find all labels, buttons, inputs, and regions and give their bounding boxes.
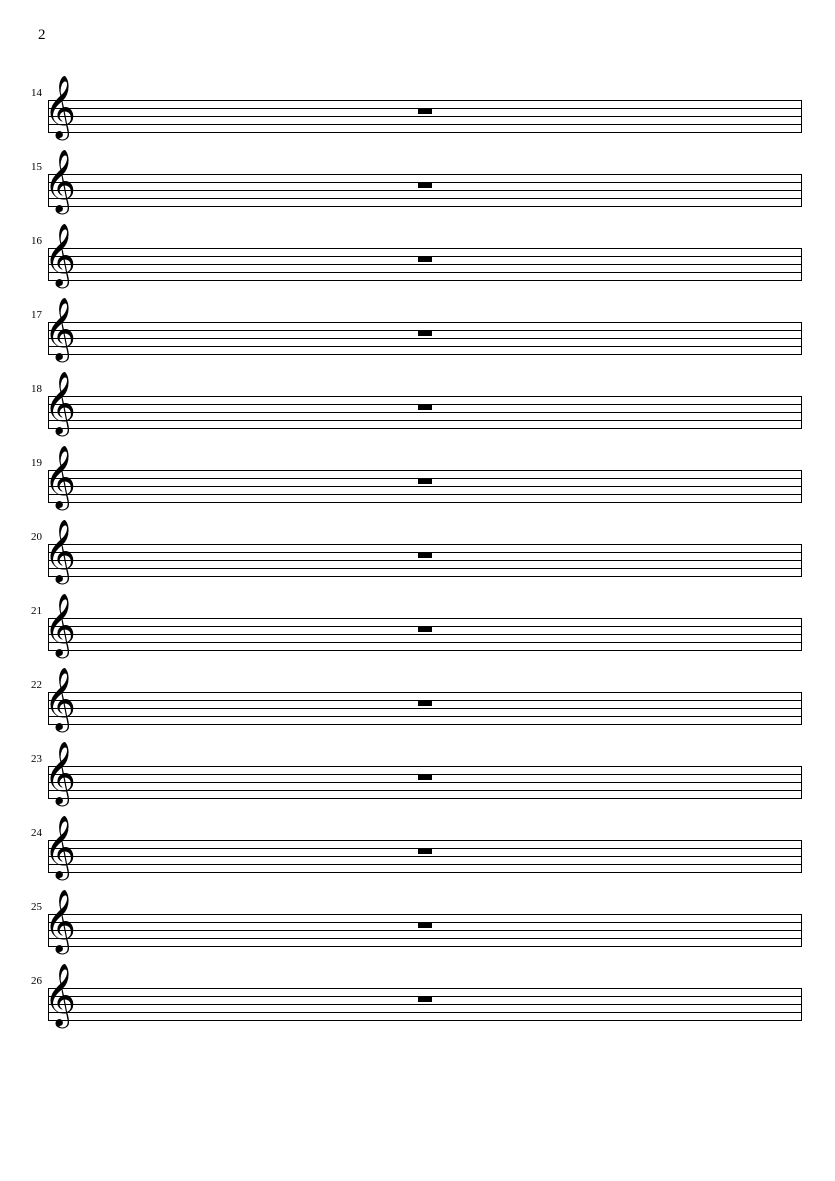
staff-line (48, 1020, 802, 1021)
measure-number: 26 (31, 975, 42, 987)
staff-system (0, 963, 835, 1040)
rest-layer (48, 692, 802, 724)
treble-clef-icon: 𝄞 (44, 519, 76, 582)
measure-number: 19 (31, 457, 42, 469)
whole-measure-rest-icon (418, 182, 432, 188)
staff-system (0, 593, 835, 670)
page-number: 2 (38, 27, 46, 43)
whole-measure-rest-icon (418, 256, 432, 262)
treble-clef-icon: 𝄞 (44, 297, 76, 360)
rest-layer (48, 618, 802, 650)
treble-clef-icon: 𝄞 (44, 75, 76, 138)
measure-number: 24 (31, 827, 42, 839)
staff-line (48, 946, 802, 947)
staff-system (0, 667, 835, 744)
whole-measure-rest-icon (418, 478, 432, 484)
staff-system (0, 519, 835, 596)
treble-clef-icon: 𝄞 (44, 593, 76, 656)
whole-measure-rest-icon (418, 108, 432, 114)
staff-system (0, 741, 835, 818)
rest-layer (48, 988, 802, 1020)
whole-measure-rest-icon (418, 774, 432, 780)
treble-clef-icon: 𝄞 (44, 963, 76, 1026)
rest-layer (48, 100, 802, 132)
rest-layer (48, 840, 802, 872)
staff-line (48, 576, 802, 577)
measure-number: 23 (31, 753, 42, 765)
whole-measure-rest-icon (418, 922, 432, 928)
measure-number: 25 (31, 901, 42, 913)
staff-systems-container (0, 75, 835, 1040)
staff-system (0, 889, 835, 966)
whole-measure-rest-icon (418, 848, 432, 854)
measure-number: 16 (31, 235, 42, 247)
whole-measure-rest-icon (418, 996, 432, 1002)
treble-clef-icon: 𝄞 (44, 741, 76, 804)
staff-line (48, 206, 802, 207)
rest-layer (48, 322, 802, 354)
rest-layer (48, 174, 802, 206)
rest-layer (48, 470, 802, 502)
staff-line (48, 650, 802, 651)
staff-line (48, 872, 802, 873)
treble-clef-icon: 𝄞 (44, 149, 76, 212)
measure-number: 20 (31, 531, 42, 543)
staff-line (48, 502, 802, 503)
rest-layer (48, 766, 802, 798)
staff-system (0, 371, 835, 448)
whole-measure-rest-icon (418, 700, 432, 706)
rest-layer (48, 544, 802, 576)
staff-line (48, 354, 802, 355)
staff-system (0, 815, 835, 892)
staff-system (0, 297, 835, 374)
measure-number: 15 (31, 161, 42, 173)
measure-number: 17 (31, 309, 42, 321)
whole-measure-rest-icon (418, 330, 432, 336)
measure-number: 22 (31, 679, 42, 691)
staff-line (48, 280, 802, 281)
staff-system (0, 445, 835, 522)
treble-clef-icon: 𝄞 (44, 371, 76, 434)
measure-number: 21 (31, 605, 42, 617)
whole-measure-rest-icon (418, 404, 432, 410)
measure-number: 14 (31, 87, 42, 99)
staff-line (48, 798, 802, 799)
measure-number: 18 (31, 383, 42, 395)
treble-clef-icon: 𝄞 (44, 815, 76, 878)
staff-system (0, 149, 835, 226)
staff-line (48, 132, 802, 133)
rest-layer (48, 248, 802, 280)
whole-measure-rest-icon (418, 552, 432, 558)
treble-clef-icon: 𝄞 (44, 667, 76, 730)
staff-system (0, 223, 835, 300)
staff-line (48, 428, 802, 429)
staff-line (48, 724, 802, 725)
treble-clef-icon: 𝄞 (44, 223, 76, 286)
rest-layer (48, 914, 802, 946)
rest-layer (48, 396, 802, 428)
treble-clef-icon: 𝄞 (44, 889, 76, 952)
staff-system (0, 75, 835, 152)
whole-measure-rest-icon (418, 626, 432, 632)
treble-clef-icon: 𝄞 (44, 445, 76, 508)
